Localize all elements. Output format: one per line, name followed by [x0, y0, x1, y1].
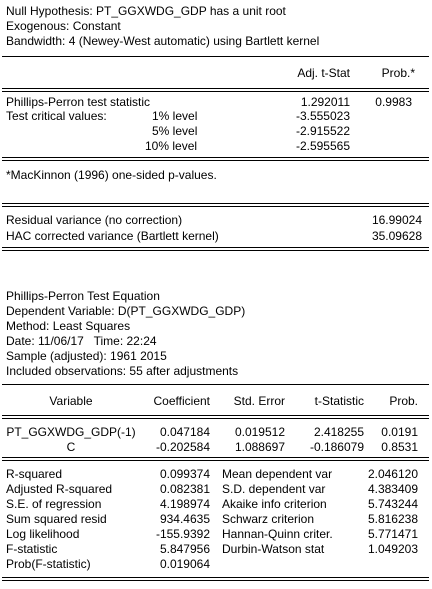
mackinnon-footnote: *MacKinnon (1996) one-sided p-values. [6, 168, 217, 182]
sample-line: Sample (adjusted): 1961 2015 [6, 349, 167, 363]
prob-header: Prob.* [381, 66, 415, 80]
stat-value: 0.019064 [159, 557, 210, 571]
critical-value: -2.595565 [295, 139, 350, 153]
divider [2, 88, 429, 89]
prob-value: 0.0191 [381, 425, 418, 439]
critical-level: 10% level [145, 139, 198, 153]
pp-stat-prob: 0.9983 [375, 95, 412, 109]
stat-value: 0.099374 [159, 467, 210, 481]
t-statistic-value: 2.418255 [313, 425, 364, 439]
stat-label: S.D. dependent var [222, 482, 326, 496]
stat-label: Sum squared resid [6, 512, 107, 526]
divider [2, 250, 429, 251]
stat-label: Akaike info criterion [222, 497, 327, 511]
divider [2, 418, 429, 419]
stat-label: Hannan-Quinn criter. [222, 527, 333, 541]
divider [2, 203, 429, 204]
divider [2, 415, 429, 416]
residual-variance-label: Residual variance (no correction) [6, 213, 183, 227]
prob-value: 0.8531 [381, 440, 418, 454]
critical-value: -3.555023 [295, 109, 350, 123]
col-header-coefficient: Coefficient [153, 394, 210, 408]
stat-value: 934.4635 [159, 512, 210, 526]
divider [2, 460, 429, 461]
hac-variance-label: HAC corrected variance (Bartlett kernel) [6, 229, 219, 243]
divider [2, 91, 429, 92]
divider [2, 457, 429, 458]
divider [2, 384, 429, 385]
coefficient-value: -0.202584 [155, 440, 210, 454]
stat-value: 5.816238 [367, 512, 418, 526]
pp-stat-value: 1.292011 [300, 95, 350, 109]
exogenous-line: Exogenous: Constant [6, 19, 121, 33]
stat-value: 4.198974 [159, 497, 210, 511]
std-error-value: 1.088697 [234, 440, 285, 454]
dependent-variable: Dependent Variable: D(PT_GGXWDG_GDP) [6, 304, 246, 318]
stat-label: Mean dependent var [222, 467, 333, 481]
col-header-std-error: Std. Error [233, 394, 285, 408]
col-header-t-statistic: t-Statistic [314, 394, 364, 408]
stat-value: 1.049203 [367, 542, 418, 556]
critical-level: 1% level [152, 109, 198, 123]
stat-label: S.E. of regression [6, 497, 102, 511]
col-header-variable: Variable [49, 394, 93, 408]
stat-label: R-squared [6, 467, 63, 481]
stat-value: 5.771471 [367, 527, 418, 541]
divider [2, 160, 429, 161]
stat-label: Prob(F-statistic) [6, 557, 91, 571]
equation-title: Phillips-Perron Test Equation [6, 289, 160, 303]
stat-value: 5.847956 [159, 542, 210, 556]
divider [2, 56, 429, 57]
method-line: Method: Least Squares [6, 319, 131, 333]
divider [2, 580, 429, 581]
divider [2, 577, 429, 578]
stat-value: -155.9392 [155, 527, 210, 541]
coefficient-value: 0.047184 [159, 425, 210, 439]
divider [2, 157, 429, 158]
adj-tstat-header: Adj. t-Stat [297, 66, 350, 80]
variable-name: C [66, 440, 76, 454]
stat-label: Durbin-Watson stat [222, 542, 325, 556]
date-line: Date: 11/06/17 Time: 22:24 [6, 334, 157, 348]
critical-value: -2.915522 [295, 124, 350, 138]
pp-stat-label: Phillips-Perron test statistic [6, 95, 151, 109]
stat-value: 0.082381 [159, 482, 210, 496]
critical-level: 5% level [152, 124, 198, 138]
divider [2, 206, 429, 207]
stat-value: 4.383409 [367, 482, 418, 496]
t-statistic-value: -0.186079 [309, 440, 364, 454]
std-error-value: 0.019512 [234, 425, 285, 439]
residual-variance-value: 16.99024 [371, 213, 422, 227]
variable-name: PT_GGXWDG_GDP(-1) [6, 425, 136, 439]
stat-label: Schwarz criterion [222, 512, 315, 526]
divider [2, 247, 429, 248]
critical-values-label: Test critical values: [6, 109, 107, 123]
null-hypothesis: Null Hypothesis: PT_GGXWDG_GDP has a unit root [6, 4, 286, 18]
bandwidth-line: Bandwidth: 4 (Newey-West automatic) using Bartlett kernel [6, 34, 320, 48]
stat-value: 5.743244 [367, 497, 418, 511]
stat-label: Log likelihood [6, 527, 80, 541]
stat-label: F-statistic [6, 542, 58, 556]
stat-label: Adjusted R-squared [6, 482, 113, 496]
col-header-prob: Prob. [389, 394, 418, 408]
observations-line: Included observations: 55 after adjustments [6, 364, 239, 378]
stat-value: 2.046120 [367, 467, 418, 481]
hac-variance-value: 35.09628 [371, 229, 422, 243]
